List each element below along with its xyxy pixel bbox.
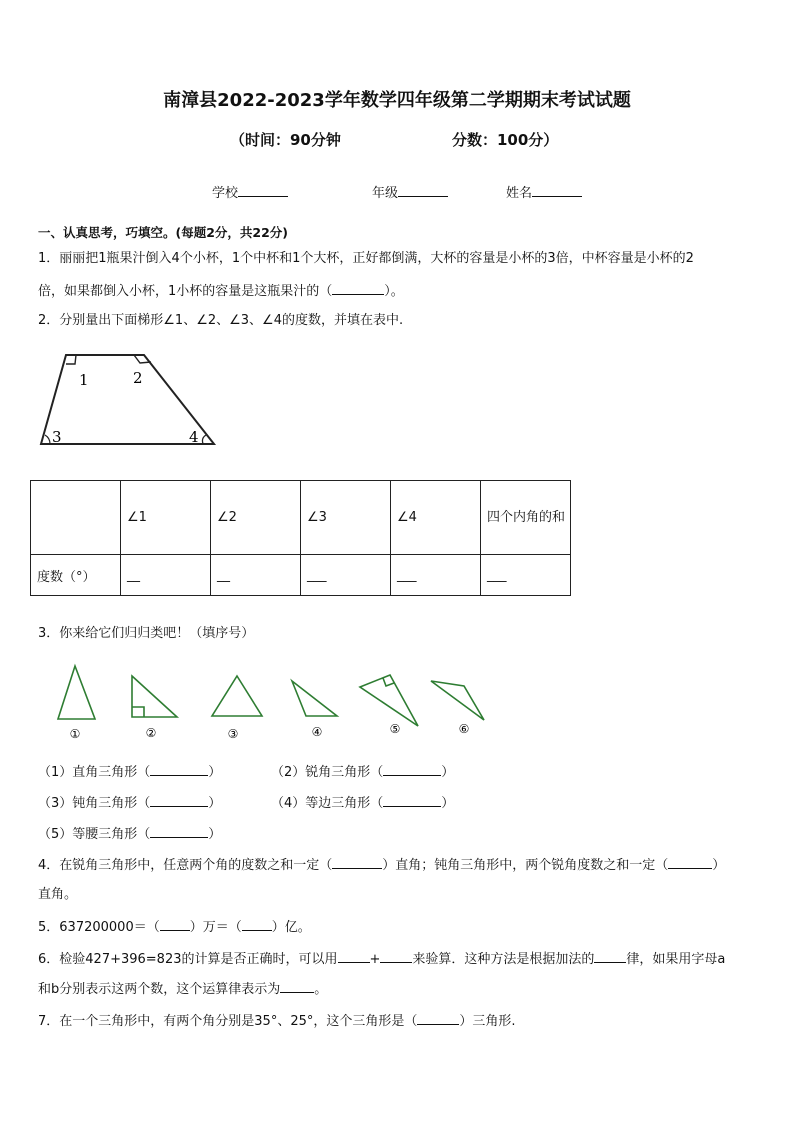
q4-part1: 4．在锐角三角形中，任意两个角的度数之和一定（ [38, 858, 333, 873]
q3-item2 [271, 763, 454, 781]
q3-item5-label: （5）等腰三角形（ [38, 827, 151, 842]
q5-blank2[interactable] [242, 918, 272, 931]
q5-part2: ）万＝（ [189, 920, 242, 935]
q5-blank1[interactable] [160, 918, 190, 931]
triangle-1 [58, 666, 95, 719]
angle3-label: 3 [52, 428, 62, 446]
triangle-1-label: ① [69, 727, 81, 741]
q6-blank4[interactable] [280, 980, 314, 993]
grade-blank[interactable] [398, 184, 448, 197]
page-title: 南漳县2022-2023学年数学四年级第二学期期末考试试题 [163, 90, 631, 111]
angle4-mark [202, 435, 206, 444]
q6-line1 [38, 950, 725, 968]
triangle-2 [132, 676, 177, 717]
grade-field [372, 182, 448, 201]
header-angle4: ∠4 [391, 481, 481, 555]
q6-part1: 6．检验427+396=823的计算是否正确时，可以用 [38, 952, 338, 967]
q1-answer-blank[interactable] [332, 282, 384, 295]
triangles-figure [50, 660, 500, 744]
section-heading: 一、认真思考，巧填空。(每题2分，共22分) [38, 225, 289, 240]
q3-item1 [38, 763, 221, 781]
q1-end: ）。 [384, 284, 404, 299]
triangle-4 [292, 681, 337, 716]
q3-item1-end: ） [208, 765, 222, 780]
q3-item3-end: ） [208, 796, 222, 811]
q4-line1 [38, 856, 725, 874]
triangle-3-label: ③ [227, 727, 239, 741]
q3-item5 [38, 825, 221, 843]
triangle-2-right-angle [132, 707, 144, 717]
q7-line [38, 1012, 516, 1030]
q4-line2: 直角。 [38, 887, 78, 902]
angle2-label: 2 [133, 369, 143, 387]
angle-table [30, 480, 571, 596]
q2-text: 2．分别量出下面梯形∠1、∠2、∠3、∠4的度数，并填在表中. [38, 313, 404, 328]
angle1-label: 1 [79, 371, 89, 389]
table-header-row [31, 481, 571, 555]
q3-item3-blank[interactable] [150, 794, 208, 807]
q3-item4-label: （4）等边三角形（ [271, 796, 384, 811]
q6-part4: 律，如果用字母a [626, 952, 726, 967]
name-label: 姓名 [506, 186, 533, 201]
header-angle1: ∠1 [121, 481, 211, 555]
name-blank[interactable] [532, 184, 582, 197]
q3-item4 [271, 794, 454, 812]
q4-blank2[interactable] [668, 856, 712, 869]
angle1-mark [66, 355, 76, 364]
triangle-6-label: ⑥ [458, 722, 470, 736]
q1-line2 [38, 282, 404, 300]
cell-angle4[interactable]: ___ [391, 555, 481, 596]
q6-part3: 来验算．这种方法是根据加法的 [412, 952, 595, 967]
q3-item2-blank[interactable] [383, 763, 441, 776]
triangle-3 [212, 676, 262, 716]
q3-item4-blank[interactable] [383, 794, 441, 807]
header-angle2: ∠2 [211, 481, 301, 555]
name-field [506, 182, 582, 201]
q6-part2: + [369, 952, 381, 967]
cell-angle3[interactable]: ___ [301, 555, 391, 596]
q6-blank3[interactable] [594, 950, 626, 963]
q5-line [38, 918, 311, 936]
q3-item3-label: （3）钝角三角形（ [38, 796, 151, 811]
q1-text: 倍，如果都倒入小杯，1小杯的容量是这瓶果汁的（ [38, 284, 333, 299]
cell-angle-sum[interactable]: ___ [481, 555, 571, 596]
q3-text: 3．你来给它们归归类吧！（填序号） [38, 626, 255, 641]
q3-item4-end: ） [441, 796, 455, 811]
triangle-6 [431, 681, 484, 720]
q3-item5-end: ） [208, 827, 222, 842]
school-blank[interactable] [238, 184, 288, 197]
q6-blank2[interactable] [380, 950, 412, 963]
q5-part3: ）亿。 [271, 920, 311, 935]
school-label: 学校 [212, 186, 239, 201]
row-label: 度数（°） [31, 555, 121, 596]
q7-blank[interactable] [417, 1012, 459, 1025]
q3-item1-blank[interactable] [150, 763, 208, 776]
q7-part2: ）三角形. [459, 1014, 516, 1029]
q3-item2-label: （2）锐角三角形（ [271, 765, 384, 780]
cell-angle2[interactable]: __ [211, 555, 301, 596]
q4-blank1[interactable] [332, 856, 382, 869]
triangle-4-label: ④ [311, 725, 323, 739]
grade-label: 年级 [372, 186, 399, 201]
angle4-label: 4 [189, 428, 199, 446]
q6-line2 [38, 980, 327, 998]
triangle-5 [360, 675, 418, 726]
table-value-row [31, 555, 571, 596]
q6-line2-text: 和b分别表示这两个数，这个运算律表示为 [38, 982, 281, 997]
q4-part2: ）直角；钝角三角形中，两个锐角度数之和一定（ [382, 858, 669, 873]
exam-score: 分数：100分） [452, 131, 559, 149]
triangle-5-label: ⑤ [389, 722, 401, 736]
triangle-2-label: ② [145, 726, 157, 740]
q6-blank1[interactable] [338, 950, 370, 963]
angle3-mark [45, 435, 50, 444]
q3-item1-label: （1）直角三角形（ [38, 765, 151, 780]
q4-part3: ） [712, 858, 726, 873]
q3-item3 [38, 794, 221, 812]
angle2-mark [134, 355, 151, 363]
table-corner [31, 481, 121, 555]
q7-part1: 7．在一个三角形中，有两个角分别是35°、25°，这个三角形是（ [38, 1014, 418, 1029]
q3-item2-end: ） [441, 765, 455, 780]
header-angle3: ∠3 [301, 481, 391, 555]
q3-item5-blank[interactable] [150, 825, 208, 838]
q1-line1: 1．丽丽把1瓶果汁倒入4个小杯，1个中杯和1个大杯，正好都倒满，大杯的容量是小杯的3倍，中杯容量是小杯的2 [38, 251, 694, 266]
school-field [212, 182, 288, 201]
header-angle-sum: 四个内角的和 [481, 481, 571, 555]
q6-line2-end: 。 [314, 982, 328, 997]
exam-time: （时间：90分钟 [230, 131, 341, 149]
trapezoid-figure [36, 352, 226, 450]
cell-angle1[interactable]: __ [121, 555, 211, 596]
q5-part1: 5．637200000＝（ [38, 920, 160, 935]
